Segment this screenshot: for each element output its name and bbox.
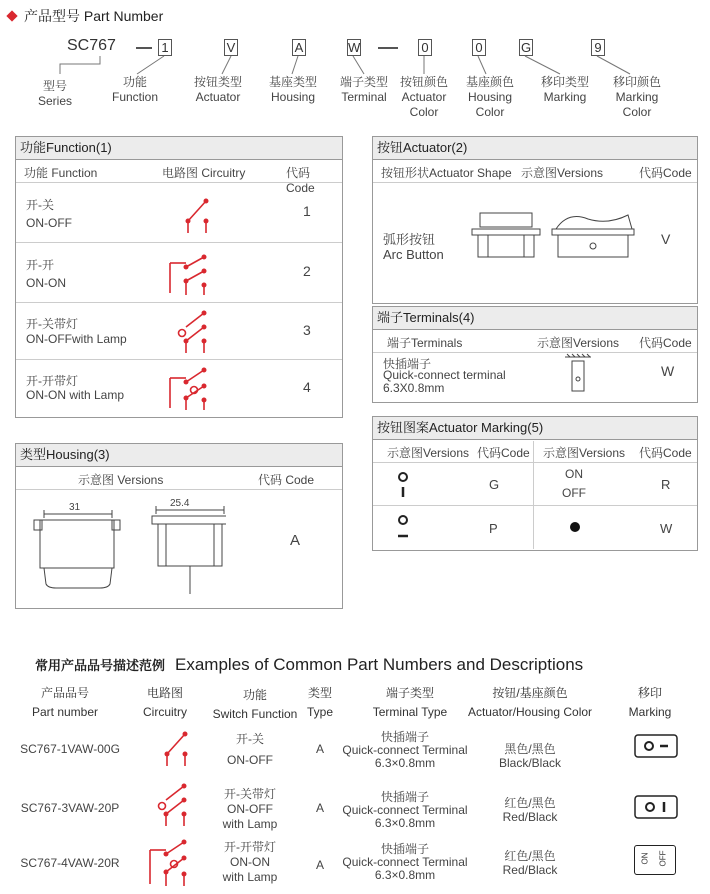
marking-code-p: P	[489, 521, 498, 536]
examples-title-en: Examples of Common Part Numbers and Descriptions	[175, 655, 584, 674]
col-circuitry: 电路图 Circuitry	[162, 166, 246, 180]
housing-code: A	[290, 532, 301, 549]
ex-marking-o-dash-icon	[634, 734, 678, 758]
marking-panel-title: 按钮图案Actuator Marking(5)	[373, 417, 697, 440]
function-cn: 开-关带灯	[26, 317, 78, 331]
col-code: 代码 Code	[258, 473, 315, 487]
terminals-panel-title: 端子Terminals(4)	[373, 307, 697, 330]
ex-header-marking: 移印 Marking	[628, 686, 672, 719]
circuit-on-off-lamp-icon	[172, 305, 218, 357]
table-row	[16, 183, 342, 243]
examples-title	[35, 655, 583, 675]
housing-drawing	[26, 496, 226, 596]
dimension-width: 31	[69, 502, 81, 513]
circuit-on-on-icon	[164, 245, 224, 301]
ex-part-number: SC767-1VAW-00G	[20, 742, 120, 756]
code-box-actuator-color: 0	[418, 39, 432, 56]
marking-code-w: W	[660, 521, 673, 536]
table-row	[16, 360, 342, 416]
marking-panel	[372, 416, 698, 551]
part-prefix: SC767	[67, 37, 116, 54]
function-header-row	[16, 160, 342, 195]
housing-panel-title: 类型Housing(3)	[16, 444, 342, 467]
function-cn: 开-关	[26, 198, 54, 212]
col-shape: 按钮形状Actuator Shape	[381, 166, 512, 180]
code-box-function: 1	[158, 39, 172, 56]
function-en: ON-ON with Lamp	[26, 388, 125, 402]
label-actuator-color: 按钮颜色 Actuator Color	[399, 75, 448, 119]
ex-circuit-on-off-icon	[155, 724, 195, 770]
col-versions: 示意图Versions	[521, 166, 604, 180]
col-versions-2: 示意图Versions	[543, 446, 626, 460]
marking-header-row	[373, 440, 697, 463]
ex-type: A	[315, 742, 324, 756]
actuator-code: V	[661, 231, 671, 247]
marking-code-g: G	[489, 477, 500, 492]
dimension-depth: 25.4	[170, 498, 190, 509]
ex-terminal: 快插端子 Quick-connect Terminal 6.3×0.8mm	[342, 790, 468, 830]
function-code: 2	[303, 263, 311, 279]
ex-marking-o-i-icon	[634, 795, 678, 819]
code-box-housing: A	[292, 39, 306, 56]
ex-color: 红色/黑色 Red/Black	[502, 796, 558, 824]
ex-function: 开-开带灯 ON-ON with Lamp	[222, 840, 278, 884]
ex-color: 红色/黑色 Red/Black	[502, 849, 558, 877]
examples-title-cn: 常用产品品号描述范例	[35, 658, 166, 673]
function-cn: 开-开	[26, 258, 54, 272]
label-marking: 移印类型 Marking	[540, 75, 589, 104]
terminal-size: 6.3X0.8mm	[383, 381, 445, 395]
function-en: ON-OFFwith Lamp	[26, 332, 127, 346]
circuit-on-on-lamp-icon	[164, 360, 224, 416]
ex-header-part: 产品品号 Part number	[31, 686, 99, 719]
label-actuator: 按钮类型 Actuator	[193, 75, 242, 104]
col-function: 功能 Function	[24, 166, 98, 180]
ex-terminal: 快插端子 Quick-connect Terminal 6.3×0.8mm	[342, 842, 468, 882]
table-row	[16, 243, 342, 303]
code-box-housing-color: 0	[472, 39, 486, 56]
marking-dot-icon	[568, 520, 582, 534]
label-terminal: 端子类型 Terminal	[339, 75, 388, 104]
code-box-marking: G	[520, 40, 532, 55]
function-en: ON-ON	[26, 276, 66, 290]
label-series: 型号 Series	[37, 79, 72, 108]
ex-circuit-on-off-lamp-icon	[152, 778, 198, 830]
terminal-en: Quick-connect terminal	[383, 368, 506, 382]
terminals-panel	[372, 306, 698, 403]
function-code: 3	[303, 322, 311, 338]
table-row	[373, 463, 697, 506]
col-code: 代码Code	[639, 336, 692, 350]
housing-header-row	[16, 467, 342, 490]
ex-part-number: SC767-3VAW-20P	[20, 801, 120, 815]
ex-terminal: 快插端子 Quick-connect Terminal 6.3×0.8mm	[342, 730, 468, 770]
terminal-cn: 快插端子	[383, 357, 432, 371]
col-versions: 示意图 Versions	[78, 473, 164, 487]
ex-header-circuitry: 电路图 Circuitry	[143, 686, 187, 719]
col-versions: 示意图Versions	[537, 336, 620, 350]
marking-off-text: OFF	[562, 486, 586, 500]
connector-lines	[0, 0, 710, 80]
table-row	[373, 506, 697, 549]
actuator-header-row	[373, 160, 697, 183]
col-code: 代码Code	[477, 446, 530, 460]
marking-o-i-icon	[393, 469, 413, 501]
function-panel	[15, 136, 343, 418]
function-en: ON-OFF	[26, 216, 72, 230]
function-panel-title: 功能Function(1)	[16, 137, 342, 160]
function-cn: 开-开带灯	[26, 374, 78, 388]
terminal-code: W	[661, 363, 675, 379]
marking-code-r: R	[661, 477, 671, 492]
ex-type: A	[315, 801, 324, 815]
code-box-marking-color: 9	[591, 39, 605, 56]
actuator-panel	[372, 136, 698, 304]
housing-panel	[15, 443, 343, 609]
label-housing-color: 基座颜色 Housing Color	[465, 75, 514, 119]
ex-function: 开-关带灯 ON-OFF with Lamp	[222, 787, 278, 831]
section-title: 产品型号 Part Number	[24, 8, 164, 24]
ex-part-number: SC767-4VAW-20R	[20, 856, 120, 870]
marking-on-text: ON	[565, 467, 583, 481]
code-box-actuator: V	[224, 39, 238, 56]
ex-header-color: 按钮/基座颜色 Actuator/Housing Color	[467, 686, 593, 719]
label-marking-color: 移印颜色 Marking Color	[612, 75, 661, 119]
ex-type: A	[315, 858, 324, 872]
actuator-panel-title: 按钮Actuator(2)	[373, 137, 697, 160]
col-terminals: 端子Terminals	[387, 336, 463, 350]
function-code: 1	[303, 203, 311, 219]
code-box-terminal: W	[348, 40, 361, 55]
ex-function: 开-关 ON-OFF	[227, 732, 273, 767]
table-row	[16, 303, 342, 360]
ex-color: 黑色/黑色 Black/Black	[498, 742, 562, 770]
circuit-on-off-icon	[176, 191, 216, 237]
ex-header-function: 功能 Switch Function	[212, 688, 298, 721]
function-code: 4	[303, 379, 311, 395]
col-code-2: 代码Code	[639, 446, 692, 460]
actuator-shape-cn: 弧形按钮	[383, 232, 436, 247]
marking-o-dash-icon	[393, 512, 413, 544]
ex-header-type: 类型 Type	[306, 686, 333, 719]
terminals-header-row	[373, 330, 697, 353]
ex-marking-on-off-icon: ON OFF	[634, 845, 676, 875]
ex-header-terminal: 端子类型 Terminal Type	[372, 686, 448, 719]
col-code: 代码 Code	[286, 166, 315, 195]
col-code: 代码Code	[639, 166, 692, 180]
terminal-drawing	[563, 353, 593, 397]
arc-button-drawing	[468, 207, 638, 267]
label-housing: 基座类型 Housing	[268, 75, 317, 104]
label-function: 功能 Function	[111, 75, 159, 104]
col-versions: 示意图Versions	[387, 446, 470, 460]
actuator-shape-en: Arc Button	[383, 247, 444, 262]
ex-circuit-on-on-lamp-icon	[144, 836, 204, 892]
